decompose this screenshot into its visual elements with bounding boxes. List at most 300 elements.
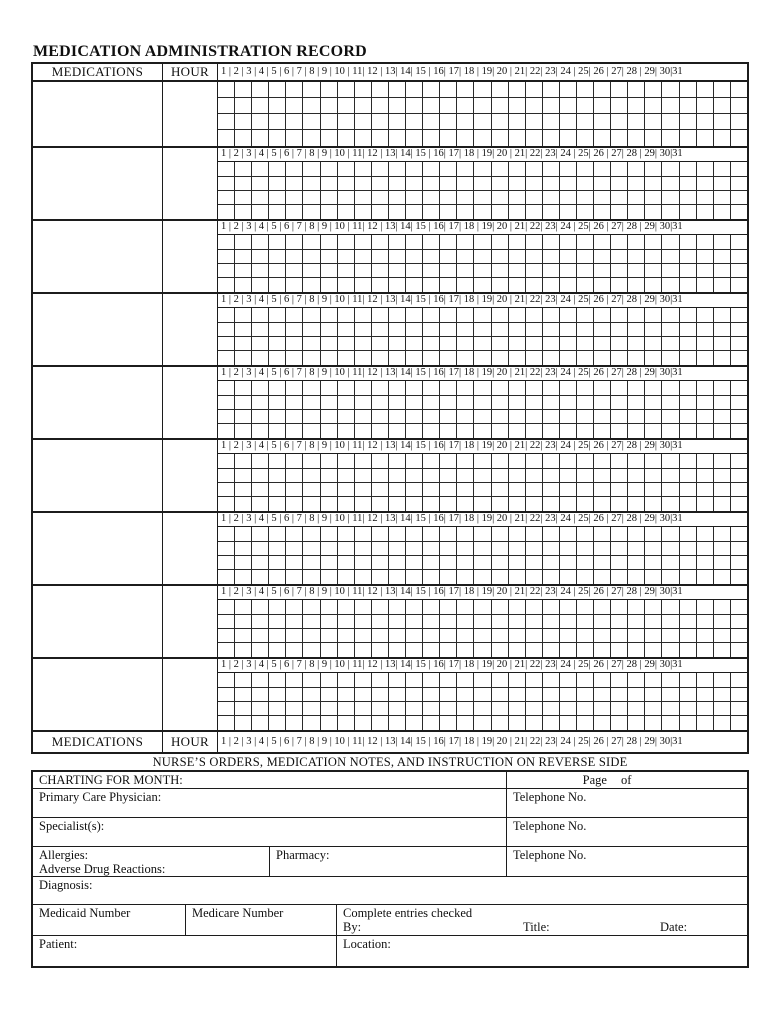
day-cell[interactable] xyxy=(714,337,731,350)
day-cell[interactable] xyxy=(286,469,303,482)
day-cell[interactable] xyxy=(389,130,406,146)
day-cell[interactable] xyxy=(423,643,440,657)
day-cell[interactable] xyxy=(372,264,389,277)
day-cell[interactable] xyxy=(594,716,611,730)
hour-entry-cell[interactable] xyxy=(163,294,218,365)
day-cell[interactable] xyxy=(355,629,372,642)
day-cell[interactable] xyxy=(594,673,611,687)
day-cell[interactable] xyxy=(303,454,320,468)
day-cell[interactable] xyxy=(492,497,509,511)
day-cell[interactable] xyxy=(492,278,509,292)
day-cell[interactable] xyxy=(252,98,269,113)
day-cell[interactable] xyxy=(662,114,679,129)
day-cell[interactable] xyxy=(714,570,731,584)
day-cell[interactable] xyxy=(423,424,440,438)
day-cell[interactable] xyxy=(235,130,252,146)
day-cell[interactable] xyxy=(355,114,372,129)
day-cell[interactable] xyxy=(338,396,355,409)
day-cell[interactable] xyxy=(303,205,320,219)
day-cell[interactable] xyxy=(457,323,474,336)
day-cell[interactable] xyxy=(680,688,697,701)
day-cell[interactable] xyxy=(338,82,355,97)
day-cell[interactable] xyxy=(321,643,338,657)
day-cell[interactable] xyxy=(697,469,714,482)
day-cell[interactable] xyxy=(321,130,338,146)
day-cell[interactable] xyxy=(355,556,372,569)
day-cell[interactable] xyxy=(474,235,491,249)
day-cell[interactable] xyxy=(492,205,509,219)
day-cell[interactable] xyxy=(680,114,697,129)
day-cell[interactable] xyxy=(594,82,611,97)
day-cell[interactable] xyxy=(543,98,560,113)
day-cell[interactable] xyxy=(321,250,338,263)
day-cell[interactable] xyxy=(697,556,714,569)
day-cell[interactable] xyxy=(269,250,286,263)
day-cell[interactable] xyxy=(731,381,747,395)
day-cell[interactable] xyxy=(338,629,355,642)
day-cell[interactable] xyxy=(355,82,372,97)
day-cell[interactable] xyxy=(372,337,389,350)
day-cell[interactable] xyxy=(714,716,731,730)
day-cell[interactable] xyxy=(338,250,355,263)
day-cell[interactable] xyxy=(662,177,679,190)
day-cell[interactable] xyxy=(645,308,662,322)
day-cell[interactable] xyxy=(389,673,406,687)
day-cell[interactable] xyxy=(286,600,303,614)
day-cell[interactable] xyxy=(372,469,389,482)
day-cell[interactable] xyxy=(269,454,286,468)
day-cell[interactable] xyxy=(372,702,389,715)
day-cell[interactable] xyxy=(611,629,628,642)
day-cell[interactable] xyxy=(269,483,286,496)
day-cell[interactable] xyxy=(355,235,372,249)
day-cell[interactable] xyxy=(440,424,457,438)
day-cell[interactable] xyxy=(457,483,474,496)
day-cell[interactable] xyxy=(697,250,714,263)
day-cell[interactable] xyxy=(577,424,594,438)
day-cell[interactable] xyxy=(423,454,440,468)
day-cell[interactable] xyxy=(406,308,423,322)
day-cell[interactable] xyxy=(218,264,235,277)
day-cell[interactable] xyxy=(492,114,509,129)
day-cell[interactable] xyxy=(303,643,320,657)
day-cell[interactable] xyxy=(389,308,406,322)
day-cell[interactable] xyxy=(680,191,697,204)
patient-cell[interactable] xyxy=(33,936,337,966)
day-cell[interactable] xyxy=(680,716,697,730)
day-cell[interactable] xyxy=(457,497,474,511)
day-cell[interactable] xyxy=(218,130,235,146)
day-cell[interactable] xyxy=(372,454,389,468)
day-cell[interactable] xyxy=(440,673,457,687)
day-cell[interactable] xyxy=(714,673,731,687)
day-cell[interactable] xyxy=(474,615,491,628)
day-cell[interactable] xyxy=(286,351,303,365)
day-cell[interactable] xyxy=(372,98,389,113)
day-cell[interactable] xyxy=(526,264,543,277)
medication-entry-cell[interactable] xyxy=(33,659,163,730)
day-cell[interactable] xyxy=(218,570,235,584)
day-cell[interactable] xyxy=(252,82,269,97)
day-cell[interactable] xyxy=(577,250,594,263)
day-cell[interactable] xyxy=(662,235,679,249)
day-cell[interactable] xyxy=(714,114,731,129)
day-cell[interactable] xyxy=(526,235,543,249)
day-cell[interactable] xyxy=(526,114,543,129)
day-cell[interactable] xyxy=(697,323,714,336)
day-cell[interactable] xyxy=(628,424,645,438)
day-cell[interactable] xyxy=(697,82,714,97)
day-cell[interactable] xyxy=(355,424,372,438)
day-cell[interactable] xyxy=(321,351,338,365)
day-cell[interactable] xyxy=(594,497,611,511)
day-cell[interactable] xyxy=(577,396,594,409)
day-cell[interactable] xyxy=(235,264,252,277)
day-cell[interactable] xyxy=(509,308,526,322)
day-cell[interactable] xyxy=(492,235,509,249)
day-cell[interactable] xyxy=(645,205,662,219)
day-cell[interactable] xyxy=(355,264,372,277)
day-cell[interactable] xyxy=(526,278,543,292)
day-cell[interactable] xyxy=(697,205,714,219)
day-cell[interactable] xyxy=(269,235,286,249)
day-cell[interactable] xyxy=(526,483,543,496)
day-cell[interactable] xyxy=(338,381,355,395)
day-cell[interactable] xyxy=(526,716,543,730)
day-cell[interactable] xyxy=(543,483,560,496)
day-cell[interactable] xyxy=(303,497,320,511)
day-cell[interactable] xyxy=(269,278,286,292)
day-cell[interactable] xyxy=(560,191,577,204)
day-cell[interactable] xyxy=(680,82,697,97)
day-cell[interactable] xyxy=(594,527,611,541)
day-cell[interactable] xyxy=(714,615,731,628)
day-cell[interactable] xyxy=(389,629,406,642)
day-cell[interactable] xyxy=(509,205,526,219)
day-cell[interactable] xyxy=(474,177,491,190)
day-cell[interactable] xyxy=(543,264,560,277)
day-cell[interactable] xyxy=(560,162,577,176)
day-cell[interactable] xyxy=(492,98,509,113)
day-cell[interactable] xyxy=(628,556,645,569)
day-cell[interactable] xyxy=(594,98,611,113)
day-cell[interactable] xyxy=(218,673,235,687)
day-cell[interactable] xyxy=(269,702,286,715)
day-cell[interactable] xyxy=(389,688,406,701)
day-cell[interactable] xyxy=(492,527,509,541)
day-cell[interactable] xyxy=(628,716,645,730)
day-cell[interactable] xyxy=(338,673,355,687)
day-cell[interactable] xyxy=(440,527,457,541)
day-cell[interactable] xyxy=(474,191,491,204)
day-cell[interactable] xyxy=(218,615,235,628)
day-cell[interactable] xyxy=(611,114,628,129)
day-cell[interactable] xyxy=(235,497,252,511)
day-cell[interactable] xyxy=(560,235,577,249)
day-cell[interactable] xyxy=(577,351,594,365)
day-cell[interactable] xyxy=(492,469,509,482)
day-cell[interactable] xyxy=(423,527,440,541)
day-cell[interactable] xyxy=(252,396,269,409)
day-cell[interactable] xyxy=(286,381,303,395)
day-cell[interactable] xyxy=(218,205,235,219)
day-cell[interactable] xyxy=(355,396,372,409)
day-cell[interactable] xyxy=(423,205,440,219)
day-cell[interactable] xyxy=(303,396,320,409)
day-cell[interactable] xyxy=(645,673,662,687)
day-cell[interactable] xyxy=(594,600,611,614)
day-cell[interactable] xyxy=(611,469,628,482)
day-cell[interactable] xyxy=(321,688,338,701)
day-cell[interactable] xyxy=(526,337,543,350)
hour-entry-cell[interactable] xyxy=(163,221,218,292)
day-cell[interactable] xyxy=(645,130,662,146)
day-cell[interactable] xyxy=(406,162,423,176)
day-cell[interactable] xyxy=(474,643,491,657)
day-cell[interactable] xyxy=(474,278,491,292)
day-cell[interactable] xyxy=(389,556,406,569)
day-cell[interactable] xyxy=(526,673,543,687)
day-cell[interactable] xyxy=(235,114,252,129)
day-cell[interactable] xyxy=(697,191,714,204)
day-cell[interactable] xyxy=(321,308,338,322)
day-cell[interactable] xyxy=(594,688,611,701)
day-cell[interactable] xyxy=(372,688,389,701)
day-cell[interactable] xyxy=(731,162,747,176)
day-cell[interactable] xyxy=(611,424,628,438)
day-cell[interactable] xyxy=(526,600,543,614)
day-cell[interactable] xyxy=(714,702,731,715)
page-of-cell[interactable] xyxy=(507,772,747,788)
day-cell[interactable] xyxy=(303,130,320,146)
day-cell[interactable] xyxy=(714,483,731,496)
day-cell[interactable] xyxy=(680,615,697,628)
day-cell[interactable] xyxy=(474,337,491,350)
day-cell[interactable] xyxy=(680,308,697,322)
day-cell[interactable] xyxy=(406,337,423,350)
day-cell[interactable] xyxy=(594,702,611,715)
day-cell[interactable] xyxy=(406,454,423,468)
day-cell[interactable] xyxy=(372,191,389,204)
day-cell[interactable] xyxy=(321,497,338,511)
day-cell[interactable] xyxy=(457,114,474,129)
day-cell[interactable] xyxy=(645,469,662,482)
day-cell[interactable] xyxy=(303,542,320,555)
day-cell[interactable] xyxy=(492,323,509,336)
day-cell[interactable] xyxy=(645,410,662,423)
day-cell[interactable] xyxy=(560,264,577,277)
day-cell[interactable] xyxy=(543,424,560,438)
day-cell[interactable] xyxy=(269,264,286,277)
day-cell[interactable] xyxy=(680,497,697,511)
day-cell[interactable] xyxy=(389,381,406,395)
day-cell[interactable] xyxy=(338,556,355,569)
day-cell[interactable] xyxy=(457,381,474,395)
day-cell[interactable] xyxy=(372,497,389,511)
day-cell[interactable] xyxy=(355,542,372,555)
day-cell[interactable] xyxy=(492,643,509,657)
day-cell[interactable] xyxy=(543,454,560,468)
day-cell[interactable] xyxy=(697,454,714,468)
day-cell[interactable] xyxy=(611,264,628,277)
day-cell[interactable] xyxy=(286,454,303,468)
day-cell[interactable] xyxy=(303,323,320,336)
day-cell[interactable] xyxy=(594,643,611,657)
day-cell[interactable] xyxy=(252,308,269,322)
day-cell[interactable] xyxy=(526,130,543,146)
day-cell[interactable] xyxy=(218,469,235,482)
day-cell[interactable] xyxy=(680,130,697,146)
day-cell[interactable] xyxy=(611,483,628,496)
day-cell[interactable] xyxy=(423,497,440,511)
day-cell[interactable] xyxy=(526,454,543,468)
day-cell[interactable] xyxy=(389,278,406,292)
day-cell[interactable] xyxy=(526,98,543,113)
day-cell[interactable] xyxy=(286,191,303,204)
day-cell[interactable] xyxy=(389,323,406,336)
day-cell[interactable] xyxy=(697,643,714,657)
day-cell[interactable] xyxy=(218,381,235,395)
day-cell[interactable] xyxy=(321,278,338,292)
day-cell[interactable] xyxy=(611,702,628,715)
day-cell[interactable] xyxy=(628,396,645,409)
day-cell[interactable] xyxy=(594,542,611,555)
day-cell[interactable] xyxy=(423,716,440,730)
day-cell[interactable] xyxy=(457,351,474,365)
day-cell[interactable] xyxy=(286,235,303,249)
day-cell[interactable] xyxy=(457,82,474,97)
day-cell[interactable] xyxy=(543,205,560,219)
medication-entry-cell[interactable] xyxy=(33,294,163,365)
day-cell[interactable] xyxy=(697,308,714,322)
day-cell[interactable] xyxy=(509,629,526,642)
day-cell[interactable] xyxy=(269,570,286,584)
entries-checked-cell[interactable] xyxy=(337,905,747,935)
day-cell[interactable] xyxy=(731,130,747,146)
day-cell[interactable] xyxy=(697,396,714,409)
day-cell[interactable] xyxy=(714,396,731,409)
day-cell[interactable] xyxy=(389,497,406,511)
day-cell[interactable] xyxy=(526,643,543,657)
day-cell[interactable] xyxy=(662,556,679,569)
day-cell[interactable] xyxy=(440,82,457,97)
day-cell[interactable] xyxy=(594,410,611,423)
day-cell[interactable] xyxy=(440,454,457,468)
day-cell[interactable] xyxy=(321,615,338,628)
day-cell[interactable] xyxy=(611,98,628,113)
day-cell[interactable] xyxy=(372,629,389,642)
day-cell[interactable] xyxy=(355,130,372,146)
day-cell[interactable] xyxy=(218,643,235,657)
day-cell[interactable] xyxy=(543,337,560,350)
day-cell[interactable] xyxy=(218,250,235,263)
specialists-cell[interactable] xyxy=(33,818,507,846)
day-cell[interactable] xyxy=(457,600,474,614)
day-cell[interactable] xyxy=(628,250,645,263)
day-cell[interactable] xyxy=(372,527,389,541)
day-cell[interactable] xyxy=(252,130,269,146)
day-cell[interactable] xyxy=(509,643,526,657)
day-cell[interactable] xyxy=(731,527,747,541)
day-cell[interactable] xyxy=(560,483,577,496)
day-cell[interactable] xyxy=(560,615,577,628)
day-cell[interactable] xyxy=(372,556,389,569)
day-cell[interactable] xyxy=(662,98,679,113)
day-cell[interactable] xyxy=(509,114,526,129)
day-cell[interactable] xyxy=(406,600,423,614)
day-cell[interactable] xyxy=(440,615,457,628)
day-cell[interactable] xyxy=(645,278,662,292)
day-cell[interactable] xyxy=(714,542,731,555)
day-cell[interactable] xyxy=(355,250,372,263)
day-cell[interactable] xyxy=(440,643,457,657)
day-cell[interactable] xyxy=(680,454,697,468)
day-cell[interactable] xyxy=(714,351,731,365)
day-cell[interactable] xyxy=(526,250,543,263)
day-cell[interactable] xyxy=(577,177,594,190)
day-cell[interactable] xyxy=(680,702,697,715)
day-cell[interactable] xyxy=(355,643,372,657)
day-cell[interactable] xyxy=(457,162,474,176)
day-cell[interactable] xyxy=(235,162,252,176)
day-cell[interactable] xyxy=(680,469,697,482)
charting-for-month-cell[interactable] xyxy=(33,772,507,788)
pharmacy-cell[interactable] xyxy=(270,847,507,876)
day-cell[interactable] xyxy=(645,98,662,113)
day-cell[interactable] xyxy=(372,82,389,97)
day-cell[interactable] xyxy=(492,542,509,555)
day-cell[interactable] xyxy=(440,98,457,113)
day-cell[interactable] xyxy=(594,114,611,129)
day-cell[interactable] xyxy=(680,556,697,569)
day-cell[interactable] xyxy=(423,162,440,176)
day-cell[interactable] xyxy=(218,497,235,511)
day-cell[interactable] xyxy=(321,205,338,219)
day-cell[interactable] xyxy=(372,205,389,219)
day-cell[interactable] xyxy=(577,615,594,628)
day-cell[interactable] xyxy=(611,205,628,219)
day-cell[interactable] xyxy=(423,191,440,204)
day-cell[interactable] xyxy=(389,410,406,423)
day-cell[interactable] xyxy=(406,673,423,687)
day-cell[interactable] xyxy=(577,98,594,113)
day-cell[interactable] xyxy=(440,351,457,365)
day-cell[interactable] xyxy=(543,82,560,97)
day-cell[interactable] xyxy=(560,323,577,336)
day-cell[interactable] xyxy=(714,191,731,204)
day-cell[interactable] xyxy=(543,615,560,628)
day-cell[interactable] xyxy=(509,396,526,409)
day-cell[interactable] xyxy=(577,337,594,350)
day-cell[interactable] xyxy=(252,673,269,687)
day-cell[interactable] xyxy=(492,337,509,350)
day-cell[interactable] xyxy=(423,688,440,701)
day-cell[interactable] xyxy=(628,688,645,701)
day-cell[interactable] xyxy=(560,337,577,350)
day-cell[interactable] xyxy=(543,191,560,204)
day-cell[interactable] xyxy=(492,177,509,190)
day-cell[interactable] xyxy=(303,191,320,204)
day-cell[interactable] xyxy=(680,381,697,395)
day-cell[interactable] xyxy=(680,483,697,496)
day-cell[interactable] xyxy=(303,673,320,687)
day-cell[interactable] xyxy=(303,702,320,715)
day-cell[interactable] xyxy=(662,716,679,730)
day-cell[interactable] xyxy=(389,351,406,365)
day-cell[interactable] xyxy=(286,673,303,687)
day-cell[interactable] xyxy=(714,497,731,511)
day-cell[interactable] xyxy=(338,688,355,701)
